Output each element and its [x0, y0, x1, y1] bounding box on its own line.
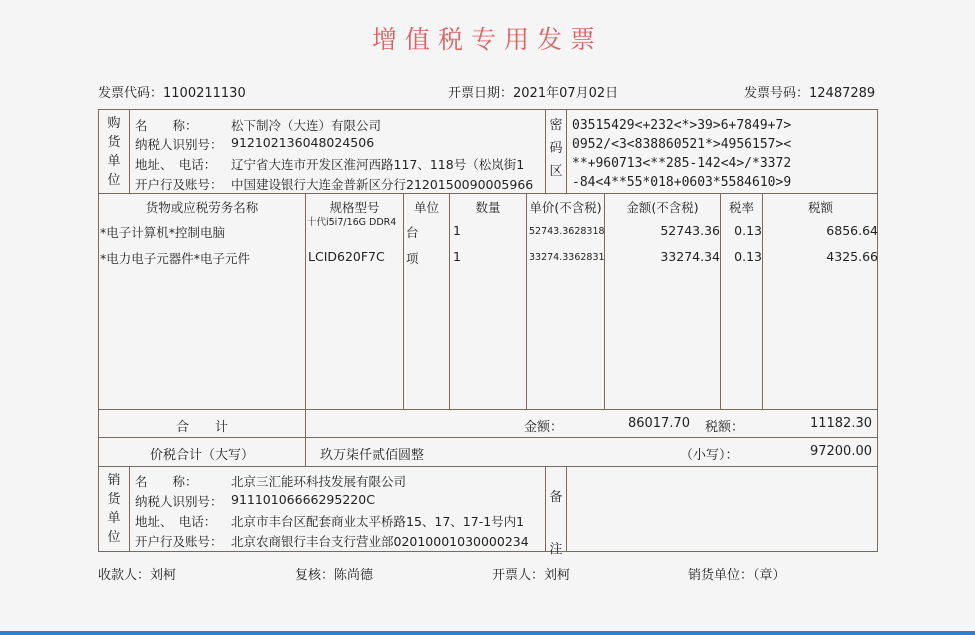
table-row-qty: 1 [453, 223, 461, 238]
payee-value: 刘柯 [150, 568, 177, 583]
buyer-tax-id: 912102136048024506 [231, 135, 375, 150]
buyer-bank-label: 开户行及账号： [135, 177, 223, 192]
cipher-line: 0952/<3<838860521*>4956157>< [572, 137, 792, 152]
col-header-spec: 规格型号 [329, 200, 380, 215]
invoice-date-value: 2021年07月02日 [513, 86, 619, 101]
seller-tax-id-label: 纳税人识别号： [135, 494, 223, 509]
table-row-amount: 52743.36 [660, 223, 720, 238]
seller-stamp-label: 销货单位：（章） [688, 568, 786, 583]
invoice-number [744, 82, 875, 101]
col-header-rate: 税率 [728, 200, 754, 215]
seller-section-label: 销货单位 [107, 473, 121, 545]
drawer-label: 开票人： [492, 568, 545, 583]
table-row-unit: 台 [406, 225, 419, 240]
col-header-name: 货物或应税劳务名称 [145, 200, 259, 215]
grand-total-upper: 玖万柒仟贰佰圆整 [320, 448, 425, 463]
seller-address-label: 地址、 电话： [135, 514, 217, 529]
reviewer-label: 复核： [295, 568, 335, 583]
seller-name-label: 名 称： [135, 474, 198, 489]
invoice-number-value: 12487289 [809, 86, 876, 101]
col-header-amount: 金额(不含税) [626, 200, 699, 215]
grand-total-small-label: （小写）： [680, 448, 739, 463]
seller-bank-label: 开户行及账号： [135, 534, 223, 549]
totals-tax-label: 税额： [705, 420, 745, 435]
buyer-name-label: 名 称： [135, 118, 198, 133]
cipher-line: **+960713<**285-142<4>/*3372 [572, 156, 792, 171]
invoice-number-label: 发票号码： [744, 86, 810, 101]
buyer-name: 松下制冷（大连）有限公司 [231, 118, 382, 133]
seller-bank: 北京农商银行丰台支行营业部02010001030000234 [231, 534, 529, 549]
table-row-tax: 4325.66 [826, 249, 878, 264]
buyer-address-label: 地址、 电话： [135, 157, 217, 172]
invoice-date-label: 开票日期： [448, 86, 514, 101]
buyer-address: 辽宁省大连市开发区淮河西路117、118号（松岚街1 [231, 157, 525, 172]
totals-label: 合 计 [175, 420, 228, 435]
totals-amount-label: 金额： [524, 420, 564, 435]
invoice-date [448, 82, 618, 101]
table-row-rate: 0.13 [734, 249, 762, 264]
payee [98, 564, 176, 583]
cipher-section-label: 密码区 [549, 118, 563, 179]
totals-tax: 11182.30 [809, 416, 872, 431]
reviewer [295, 564, 373, 583]
table-row-name: *电力电子元器件*电子元件 [100, 251, 251, 266]
drawer [492, 564, 570, 583]
table-row-name: *电子计算机*控制电脑 [100, 225, 226, 240]
table-row-price: 52743.3628318 [529, 226, 605, 237]
buyer-tax-id-label: 纳税人识别号： [135, 137, 223, 152]
seller-tax-id: 91110106666295220C [231, 492, 375, 507]
table-row-spec: LCID620F7C [308, 249, 385, 264]
drawer-value: 刘柯 [544, 568, 571, 583]
table-row-spec: 十代i5i7/16G DDR4 [307, 217, 397, 228]
table-row-unit: 项 [406, 251, 419, 266]
table-row-amount: 33274.34 [660, 249, 720, 264]
table-row-tax: 6856.64 [826, 223, 878, 238]
grand-total-small: 97200.00 [809, 444, 872, 459]
reviewer-value: 陈尚德 [334, 568, 374, 583]
bottom-bar [0, 631, 975, 635]
table-row-rate: 0.13 [734, 223, 762, 238]
invoice-title: 增值税专用发票 [371, 25, 603, 54]
grand-total-label: 价税合计（大写） [149, 448, 254, 463]
table-row-price: 33274.3362831 [529, 252, 605, 263]
totals-amount: 86017.70 [627, 416, 690, 431]
col-header-qty: 数量 [475, 200, 501, 215]
col-header-price: 单价(不含税) [529, 200, 602, 215]
table-row-qty: 1 [453, 249, 461, 264]
col-header-tax: 税额 [807, 200, 833, 215]
invoice-code-label: 发票代码： [98, 86, 164, 101]
buyer-section-label: 购货单位 [107, 116, 121, 188]
payee-label: 收款人： [98, 568, 151, 583]
cipher-line: -84<4**55*018+0603*5584610>9 [572, 175, 792, 190]
invoice-code [98, 82, 246, 101]
col-header-unit: 单位 [413, 200, 439, 215]
invoice-code-value: 1100211130 [163, 86, 246, 101]
remarks-label: 备注 [549, 490, 563, 557]
cipher-line: 03515429<+232<*>39>6+7849+7> [572, 118, 792, 133]
buyer-bank: 中国建设银行大连金普新区分行2120150090005966 [231, 177, 534, 192]
seller-name: 北京三汇能环科技发展有限公司 [231, 474, 407, 489]
seller-address: 北京市丰台区配套商业太平桥路15、17、17-1号内1 [231, 514, 525, 529]
